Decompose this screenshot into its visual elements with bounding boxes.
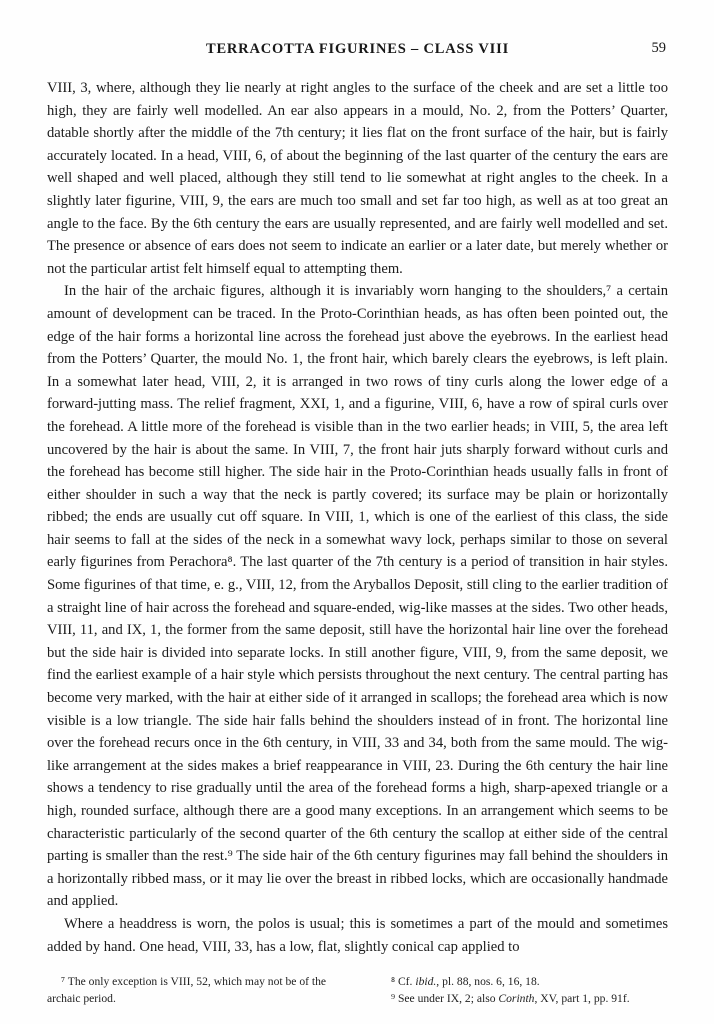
footnote-9: [377, 991, 668, 1008]
footnote-8: [377, 974, 668, 991]
paragraph-ears: VIII, 3, where, although they lie nearly at right angles to the surface of the cheek and are set a little too high, they are fairly well modelled. An ear also appears in a mould, No. 2, from the Potters’ Quarter, datable shortly after the middle of the 7th century; it lies flat on the front surface of the hair, but is fairly accurately located. In a head, VIII, 6, of about the beginning of the last quarter of the century the ears are well shaped and well placed, although they still tend to lie somewhat at right angles to the cheek. In a slightly later figurine, VIII, 9, the ears are much too small and set far too high, as well as at too great an angle to the face. By the 6th century the ears are usually represented, and are fairly well modelled and set. The presence or absence of ears does not seem to indicate an earlier or a later date, but merely whether or not the particular artist felt himself equal to attempting them.: [47, 80, 668, 277]
footnote-8-italic-term: ibid.: [415, 975, 437, 989]
footnote-9-italic-term: Corinth: [498, 991, 535, 1005]
running-header: [47, 40, 668, 60]
footnote-column-right: [377, 974, 668, 1007]
footnote-9-text: ⁹ See under IX, 2; also: [391, 991, 499, 1005]
footnote-8-text-tail: , pl. 88, nos. 6, 16, 18.: [436, 975, 540, 989]
footnote-column-left: [47, 974, 353, 1007]
page-number: 59: [651, 40, 666, 56]
paragraph-hair: In the hair of the archaic figures, although it is invariably worn hanging to the shoulders,⁷ a certain amount of development can be traced. In the Proto-Corinthian heads, as has often been pointed out, the edge of the hair forms a horizontal line across the forehead just above the eyebrows. In the earliest head from the Potters’ Quarter, the mould No. 1, the front hair, which barely clears the eyebrows, is left plain. In a somewhat later head, VIII, 2, it is arranged in two rows of tiny curls along the lower edge of a forward-jutting mass. The relief fragment, XXI, 1, and a figurine, VIII, 6, have a row of spiral curls over the forehead. A little more of the forehead is visible than in the two earlier heads; in VIII, 5, the area left uncovered by the hair is about the same. In VIII, 7, the front hair juts sharply forward without curls and the forehead has become still higher. The side hair in the Proto-Corinthian heads usually falls in front of either shoulder in such a way that the neck is partly covered; its surface may be plain or horizontally ribbed; the ends are usually cut off square. In VIII, 1, which is one of the earliest of this class, the side hair seems to fall at the sides of the neck in a somewhat wavy lock, perhaps similar to those on several early figurines from Perachora⁸. The last quarter of the 7th century is a period of transition in hair styles. Some figurines of that time, e. g., VIII, 12, from the Aryballos Deposit, still cling to the earlier tradition of a straight line of hair across the forehead and square-ended, wig-like masses at the sides. Two other heads, VIII, 11, and IX, 1, the former from the same deposit, still have the horizontal hair line over the forehead but the side hair is divided into separate locks. In still another figure, VIII, 9, from the same deposit, we find the earliest example of a hair style which persists throughout the next century. The central parting has become very marked, with the hair at either side of it arranged in scallops; the forehead area which is now visible is a low triangle. The side hair falls behind the shoulders instead of in front. The horizontal line over the forehead recurs once in the 6th century, in VIII, 33 and 34, both from the same mould. The wig-like arrangement at the sides makes a brief reappearance in VIII, 23. During the 6th century the hair line shows a tendency to rise gradually until the area of the forehead forms a high, sharp-apexed triangle or a high, rounded surface, although there are a good many exceptions. In an arrangement which seems to be characteristic particularly of the second quarter of the 6th century the scallop at either side of the central parting is smaller than the rest.⁹ The side hair of the 6th century figurines may fall behind the shoulders in a horizontally ribbed mass, or it may lie over the breast in ribbed locks, which are occasionally handmade and applied.: [47, 283, 668, 910]
paragraph-headdress: Where a headdress is worn, the polos is usual; this is sometimes a part of the mould and sometimes added by hand. One head, VIII, 33, has a low, flat, slightly conical cap applied to: [47, 915, 668, 955]
footnote-8-text: ⁸ Cf.: [391, 975, 416, 989]
page-title: TERRACOTTA FIGURINES – CLASS VIII: [205, 41, 510, 57]
footnotes: [47, 974, 668, 1007]
footnote-9-text-tail: , XV, part 1, pp. 91f.: [534, 991, 630, 1005]
body-text: [47, 77, 668, 958]
footnote-7: ⁷ The only exception is VIII, 52, which may not be of the archaic period.: [47, 975, 327, 1005]
